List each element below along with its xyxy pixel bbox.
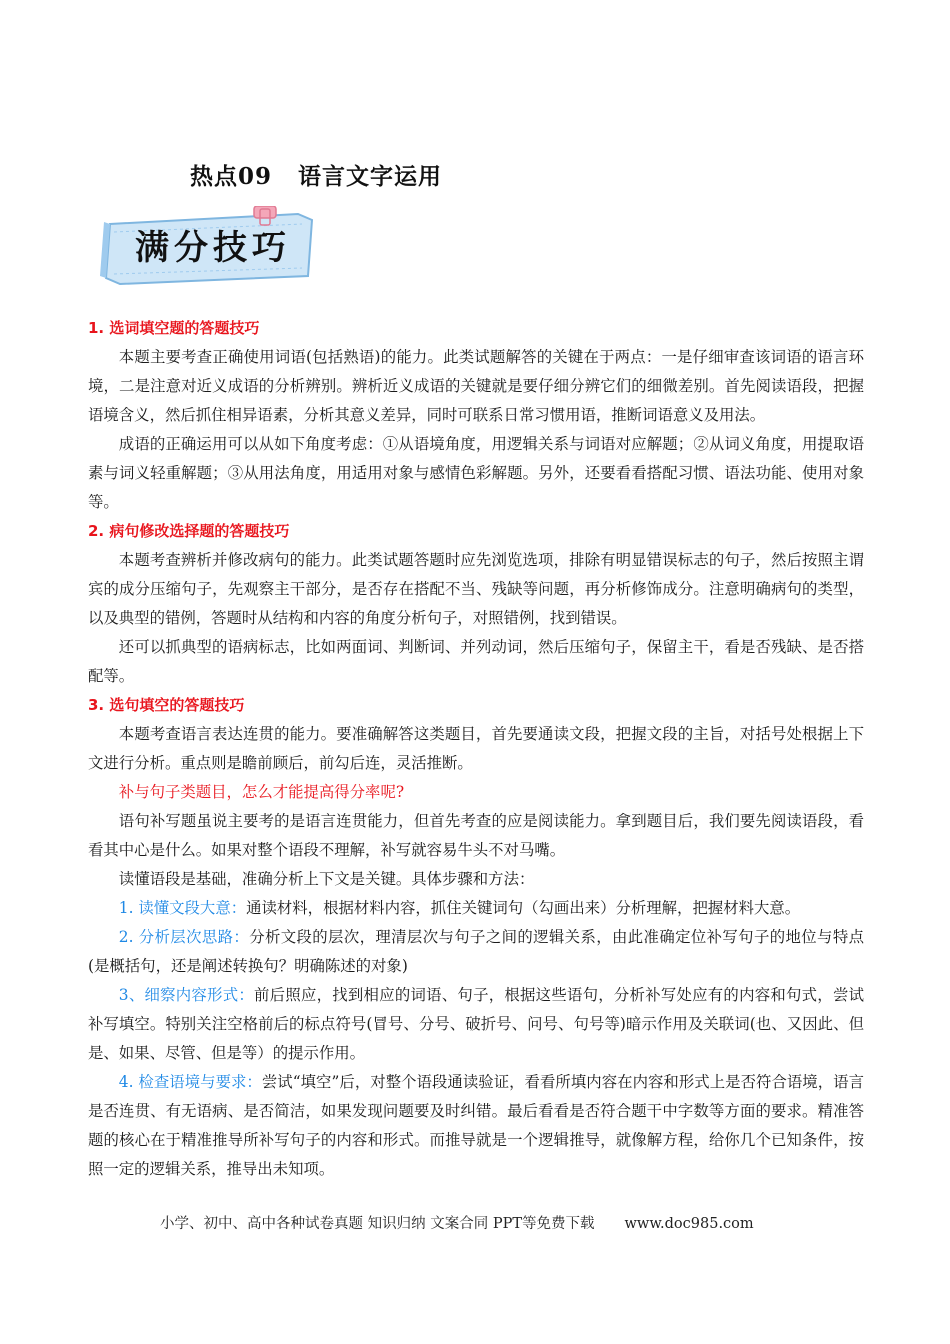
footer-text: 小学、初中、高中各种试卷真题 知识归纳 文案合同 PPT等免费下载 [160,1216,595,1232]
paragraph: 读懂语段是基础，准确分析上下文是关键。具体步骤和方法： [118,870,535,888]
paragraph: 还可以抓典型的语病标志，比如两面词、判断词、并列动词，然后压缩句子，保留主干，看是否残缺、是否搭配等。 [88,638,864,685]
footer-url[interactable]: www.doc985.com [624,1216,754,1232]
paragraph: 本题考查语言表达连贯的能力。要准确解答这类题目，首先要通读文段，把握文段的主旨，对括号处根据上下文进行分析。重点则是瞻前顾后，前勾后连，灵活推断。 [88,725,864,772]
step-label: 4. 检查语境与要求： [118,1073,262,1091]
paragraph: 成语的正确运用可以从如下角度考虑：①从语境角度，用逻辑关系与词语对应解题；②从词义角度，用提取语素与词义轻重解题；③从用法角度，用适用对象与感情色彩解题。另外，还要看看搭配习惯、语法功能、使用对象等。 [88,435,864,511]
banner [100,206,326,288]
question-line: 补与句子类题目，怎么才能提高得分率呢? [118,783,405,801]
section-heading-1: 1. 选词填空题的答题技巧 [88,319,260,337]
step-text: 尝试“填空”后，对整个语段通读验证，看看所填内容在内容和形式上是否符合语境，语言是否连贯、有无语病、是否简洁，如果发现问题要及时纠错。最后看看是否符合题干中字数等方面的要求。精准答题的核心在于精准推导所补写句子的内容和形式。而推导就是一个逻辑推导，就像解方程，给你几个已知条件，按照一定的逻辑关系，推导出未知项。 [88,1073,864,1178]
banner-text: 满分技巧 [135,228,291,268]
paragraph: 语句补写题虽说主要考的是语言连贯能力，但首先考查的应是阅读能力。拿到题目后，我们要先阅读语段，看看其中心是什么。如果对整个语段不理解，补写就容易牛头不对马嘴。 [88,812,864,859]
content [88,314,864,1184]
step-item [88,894,864,923]
step-text: 分析文段的层次，理清层次与句子之间的逻辑关系，由此准确定位补写句子的地位与特点(是概括句，还是阐述转换句？明确陈述的对象) [88,928,864,975]
step-item [88,981,864,1068]
section-heading-2: 2. 病句修改选择题的答题技巧 [88,522,290,540]
paragraph: 本题考查辨析并修改病句的能力。此类试题答题时应先浏览选项，排除有明显错误标志的句子，然后按照主谓宾的成分压缩句子，先观察主干部分，是否存在搭配不当、残缺等问题，再分析修饰成分。注意明确病句的类型，以及典型的错例，答题时从结构和内容的角度分析句子，对照错例，找到错误。 [88,551,864,627]
step-item [88,1068,864,1184]
step-text: 前后照应，找到相应的词语、句子，根据这些语句，分析补写处应有的内容和句式，尝试补写填空。特别关注空格前后的标点符号(冒号、分号、破折号、问号、句号等)暗示作用及关联词(也、又因此、但是、如果、尽管、但是等）的提示作用。 [88,986,864,1062]
section-heading-3: 3. 选句填空的答题技巧 [88,696,245,714]
title-number: 热点09 [190,163,273,190]
step-label: 1. 读懂文段大意： [118,899,247,917]
step-label: 2. 分析层次思路： [118,928,250,946]
title-text: 语言文字运用 [298,163,443,190]
step-text: 通读材料，根据材料内容，抓住关键词句（勾画出来）分析理解，把握材料大意。 [246,899,801,917]
step-item [88,923,864,981]
step-label: 3、细察内容形式： [118,986,255,1004]
footer [160,1212,840,1233]
page-title [190,158,442,191]
paragraph: 本题主要考查正确使用词语(包括熟语)的能力。此类试题解答的关键在于两点：一是仔细审查该词语的语言环境，二是注意对近义成语的分析辨别。辨析近义成语的关键就是要仔细分辨它们的细微差别。首先阅读语段，把握语境含义，然后抓住相异语素，分析其意义差异，同时可联系日常习惯用语，推断词语意义及用法。 [88,348,864,424]
